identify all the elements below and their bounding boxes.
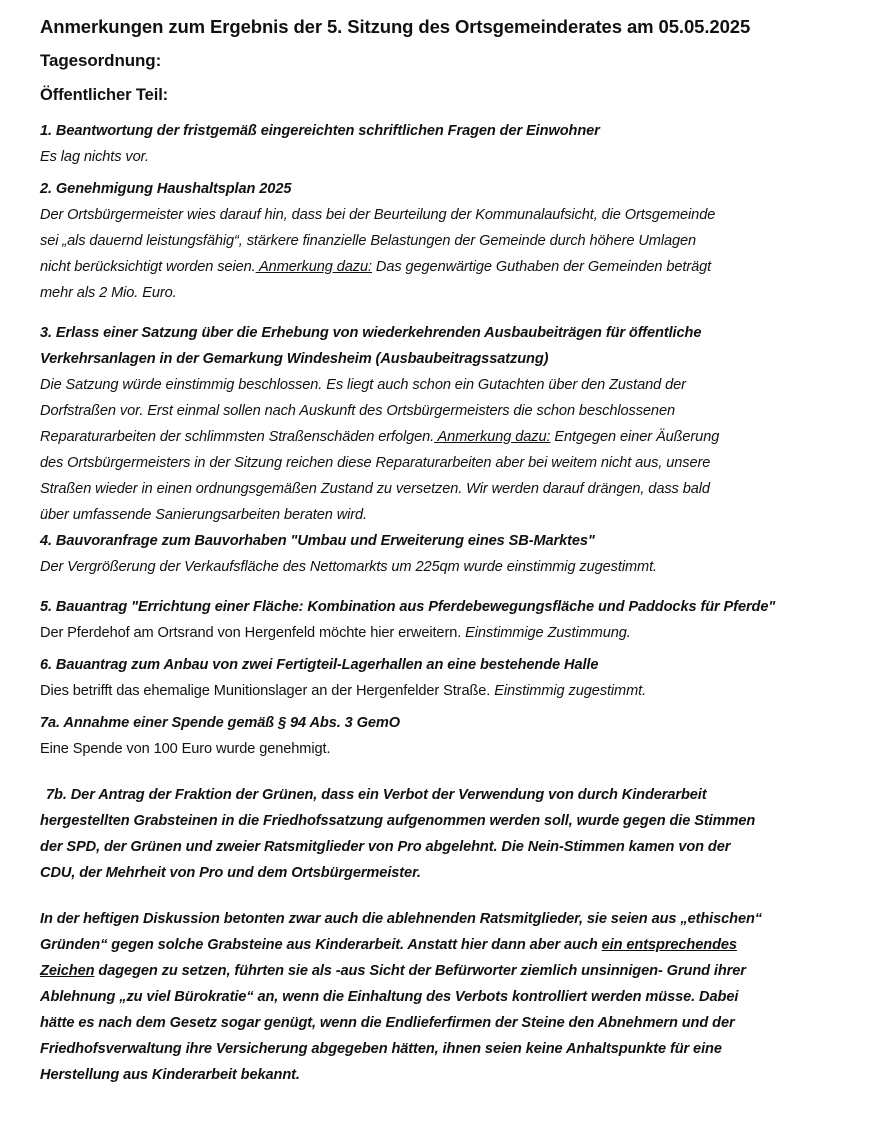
item-7b-line-4: CDU, der Mehrheit von Pro und dem Ortsbürgermeister. xyxy=(40,865,421,881)
document-title: Anmerkungen zum Ergebnis der 5. Sitzung des Ortsgemeinderates am 05.05.2025 xyxy=(40,16,751,37)
agenda-item-1 xyxy=(40,118,856,170)
item-7b-line-1: 7b. Der Antrag der Fraktion der Grünen, dass ein Verbot der Verwendung von durch Kinderarbeit xyxy=(46,787,707,803)
agenda-item-5 xyxy=(40,594,856,646)
item-6-heading: 6. Bauantrag zum Anbau von zwei Fertigteil-Lagerhallen an eine bestehende Halle xyxy=(40,657,599,673)
discussion-line-2-start: Gründen“ gegen solche Grabsteine aus Kinderarbeit. Anstatt hier dann aber auch xyxy=(40,937,602,953)
agenda-item-7a xyxy=(40,710,856,762)
item-3-line-5: Straßen wieder in einen ordnungsgemäßen Zustand zu versetzen. Wir werden darauf drängen, dass bald xyxy=(40,481,710,497)
discussion-line-3-end: dagegen zu setzen, führten sie als -aus Sicht der Befürworter ziemlich unsinnigen- Grund ihrer xyxy=(94,963,746,979)
item-6-text xyxy=(40,678,856,704)
item-1-heading: 1. Beantwortung der fristgemäß eingereichten schriftlichen Fragen der Einwohner xyxy=(40,123,600,139)
discussion-line-5: hätte es nach dem Gesetz sogar genügt, wenn die Endlieferfirmen der Steine den Abnehmern und der xyxy=(40,1015,735,1031)
item-3-line-6: über umfassende Sanierungsarbeiten beraten wird. xyxy=(40,507,368,523)
item-2-line-3-start: nicht berücksichtigt worden seien. xyxy=(40,259,256,275)
item-3-line-2: Dorfstraßen vor. Erst einmal sollen nach Auskunft des Ortsbürgermeisters die schon beschlossenen xyxy=(40,403,675,419)
item-3-line-3 xyxy=(40,424,856,450)
discussion-line-1: In der heftigen Diskussion betonten zwar auch die ablehnenden Ratsmitglieder, sie seien aus „ethischen“ xyxy=(40,911,762,927)
item-3-line-3-end: Entgegen einer Äußerung xyxy=(550,429,720,445)
item-3-line-1: Die Satzung würde einstimmig beschlossen. Es liegt auch schon ein Gutachten über den Zustand der xyxy=(40,377,686,393)
item-5-text-end: Einstimmige Zustimmung. xyxy=(461,625,631,641)
item-6-text-end: Einstimmig zugestimmt. xyxy=(490,683,647,699)
item-7b-line-2: hergestellten Grabsteinen in die Friedhofssatzung aufgenommen werden soll, wurde gegen die Stimmen xyxy=(40,813,756,829)
item-7a-heading: 7a. Annahme einer Spende gemäß § 94 Abs. 3 GemO xyxy=(40,715,401,731)
item-2-line-4: mehr als 2 Mio. Euro. xyxy=(40,285,177,301)
item-3-line-3-start: Reparaturarbeiten der schlimmsten Straßenschäden erfolgen. xyxy=(40,429,435,445)
discussion-line-4: Ablehnung „zu viel Bürokratie“ an, wenn die Einhaltung des Verbots kontrolliert werden müsse. Dabei xyxy=(40,989,739,1005)
discussion-line-7: Herstellung aus Kinderarbeit bekannt. xyxy=(40,1067,300,1083)
discussion-line-2 xyxy=(40,932,856,958)
public-part-heading: Öffentlicher Teil: xyxy=(40,86,169,104)
item-2-line-1: Der Ortsbürgermeister wies darauf hin, dass bei der Beurteilung der Kommunalaufsicht, die Ortsgemeinde xyxy=(40,207,716,223)
item-5-text xyxy=(40,620,856,646)
item-5-text-start: Der Pferdehof am Ortsrand von Hergenfeld möchte hier erweitern. xyxy=(40,625,462,641)
item-2-heading: 2. Genehmigung Haushaltsplan 2025 xyxy=(40,181,292,197)
discussion-paragraph xyxy=(40,906,856,1088)
agenda-heading: Tagesordnung: xyxy=(40,51,162,70)
discussion-underlined-phrase-end: Zeichen xyxy=(40,963,95,979)
item-6-text-start: Dies betrifft das ehemalige Munitionslager an der Hergenfelder Straße. xyxy=(40,683,491,699)
discussion-underlined-phrase-start: ein entsprechendes xyxy=(601,937,737,953)
agenda-item-7b xyxy=(40,782,856,886)
item-4-text: Der Vergrößerung der Verkaufsfläche des Nettomarkts um 225qm wurde einstimmig zugestimmt. xyxy=(40,559,657,575)
item-3-heading-line-1: 3. Erlass einer Satzung über die Erhebung von wiederkehrenden Ausbaubeiträgen für öffentliche xyxy=(40,325,702,341)
item-2-line-2: sei „als dauernd leistungsfähig“, stärkere finanzielle Belastungen der Gemeinde durch höhere Umlagen xyxy=(40,233,697,249)
discussion-line-3 xyxy=(40,958,856,984)
discussion-line-6: Friedhofsverwaltung ihre Versicherung abgegeben hätten, ihnen seien keine Anhaltspunkte für eine xyxy=(40,1041,722,1057)
item-5-heading: 5. Bauantrag "Errichtung einer Fläche: Kombination aus Pferdebewegungsfläche und Paddocks für Pferde" xyxy=(40,599,776,615)
item-2-note-label: Anmerkung dazu: xyxy=(255,259,372,275)
item-3-heading-line-2: Verkehrsanlagen in der Gemarkung Windesheim (Ausbaubeitragssatzung) xyxy=(40,351,549,367)
item-2-line-3 xyxy=(40,254,856,280)
agenda-item-4 xyxy=(40,528,856,580)
item-1-text: Es lag nichts vor. xyxy=(40,149,149,165)
item-7a-text: Eine Spende von 100 Euro wurde genehmigt. xyxy=(40,741,331,757)
item-7b-line-3: der SPD, der Grünen und zweier Ratsmitglieder von Pro abgelehnt. Die Nein-Stimmen kamen von der xyxy=(40,839,731,855)
item-3-line-4: des Ortsbürgermeisters in der Sitzung reichen diese Reparaturarbeiten aber bei weitem nicht aus, unsere xyxy=(40,455,711,471)
item-2-line-3-end: Das gegenwärtige Guthaben der Gemeinden beträgt xyxy=(371,259,712,275)
item-4-heading: 4. Bauvoranfrage zum Bauvorhaben "Umbau und Erweiterung eines SB-Marktes" xyxy=(40,533,595,549)
agenda-item-3 xyxy=(40,320,856,528)
agenda-item-6 xyxy=(40,652,856,704)
item-3-note-label: Anmerkung dazu: xyxy=(434,429,551,445)
agenda-item-2 xyxy=(40,176,856,306)
